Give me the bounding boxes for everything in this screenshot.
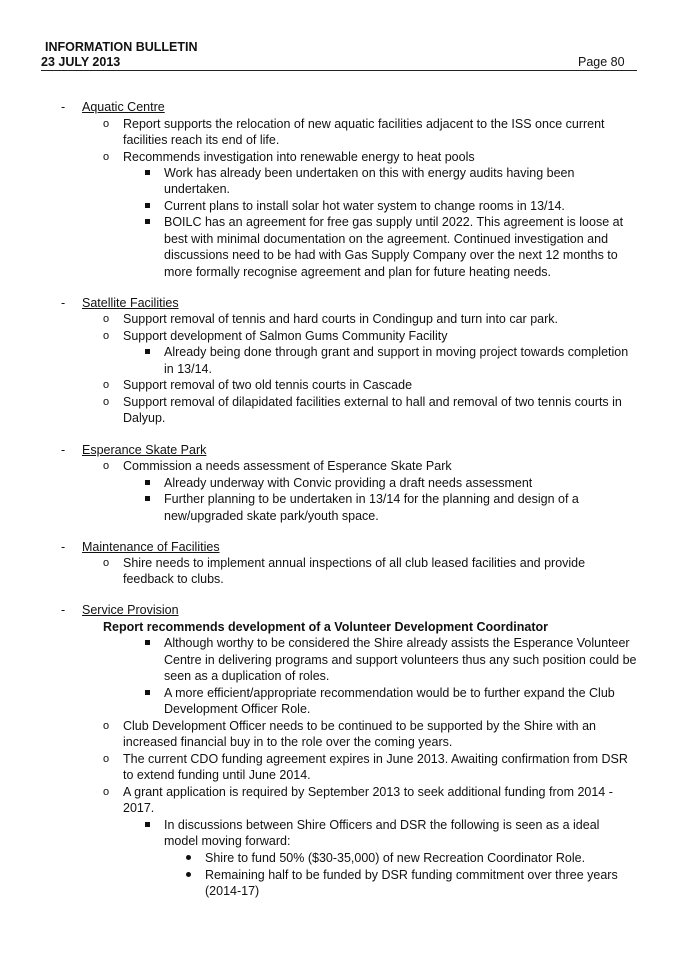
text-line: 2017. [123, 801, 155, 815]
page-number: Page 80 [578, 55, 625, 69]
square-bullet [145, 203, 150, 208]
text-line: model moving forward: [164, 834, 291, 848]
circle-bullet: o [103, 396, 110, 408]
text-line: Already being done through grant and support in moving project towards completion [164, 345, 629, 359]
dash-bullet: - [61, 443, 66, 457]
text-line: Commission a needs assessment of Esperance Skate Park [123, 459, 452, 473]
text-line: A grant application is required by September 2013 to seek additional funding from 2014 - [123, 785, 613, 799]
square-bullet [145, 219, 150, 224]
text-line: In discussions between Shire Officers and DSR the following is seen as a ideal [164, 818, 600, 832]
text-line: Shire to fund 50% ($30-35,000) of new Recreation Coordinator Role. [205, 851, 586, 865]
text-line: Support removal of two old tennis courts in Cascade [123, 378, 413, 392]
section-heading: Service Provision [82, 603, 179, 617]
dash-bullet: - [61, 100, 66, 114]
text-line: BOILC has an agreement for free gas supply until 2022. This agreement is loose at [164, 215, 624, 229]
dash-bullet: - [61, 296, 66, 310]
circle-bullet: o [103, 379, 110, 391]
section-heading: Satellite Facilities [82, 296, 179, 310]
circle-bullet: o [103, 460, 110, 472]
text-line: in 13/14. [164, 362, 212, 376]
text-line: Remaining half to be funded by DSR funding commitment over three years [205, 868, 618, 882]
circle-bullet: o [103, 753, 110, 765]
circle-bullet: o [103, 330, 110, 342]
text-line: facilities reach its end of life. [123, 133, 280, 147]
text-line: Recommends investigation into renewable energy to heat pools [123, 150, 475, 164]
bulletin-title: INFORMATION BULLETIN [45, 40, 198, 54]
circle-bullet: o [103, 720, 110, 732]
text-line: discussions need to be had with Gas Supply Company over the next 12 months to [164, 248, 618, 262]
text-line: feedback to clubs. [123, 572, 224, 586]
section-heading: Aquatic Centre [82, 100, 165, 114]
text-line: Centre in delivering programs and support volunteers thus any such position could be [164, 653, 637, 667]
bold-statement: Report recommends development of a Volunteer Development Coordinator [103, 620, 548, 634]
square-bullet [145, 480, 150, 485]
text-line: Although worthy to be considered the Shire already assists the Esperance Volunteer [164, 636, 630, 650]
section-heading: Esperance Skate Park [82, 443, 207, 457]
circle-bullet: o [103, 151, 110, 163]
square-bullet [145, 690, 150, 695]
text-line: seen as a duplication of roles. [164, 669, 330, 683]
text-line: Dalyup. [123, 411, 166, 425]
text-line: Development Officer Role. [164, 702, 311, 716]
circle-bullet: o [103, 313, 110, 325]
text-line: Already underway with Convic providing a draft needs assessment [164, 476, 533, 490]
text-line: Club Development Officer needs to be continued to be supported by the Shire with an [123, 719, 596, 733]
text-line: Shire needs to implement annual inspections of all club leased facilities and provide [123, 556, 586, 570]
circle-bullet: o [103, 118, 110, 130]
square-bullet [145, 170, 150, 175]
dot-bullet [186, 872, 191, 877]
circle-bullet: o [103, 557, 110, 569]
text-line: Support development of Salmon Gums Community Facility [123, 329, 448, 343]
header-rule [41, 70, 637, 71]
text-line: The current CDO funding agreement expires in June 2013. Awaiting confirmation from DSR [123, 752, 628, 766]
text-line: undertaken. [164, 182, 231, 196]
text-line: Current plans to install solar hot water system to change rooms in 13/14. [164, 199, 565, 213]
text-line: to extend funding until June 2014. [123, 768, 311, 782]
dot-bullet [186, 855, 191, 860]
dash-bullet: - [61, 540, 66, 554]
square-bullet [145, 640, 150, 645]
text-line: Support removal of tennis and hard courts in Condingup and turn into car park. [123, 312, 558, 326]
text-line: Work has already been undertaken on this with energy audits having been [164, 166, 575, 180]
circle-bullet: o [103, 786, 110, 798]
text-line: increased financial buy in to the role over the coming years. [123, 735, 453, 749]
square-bullet [145, 349, 150, 354]
text-line: Further planning to be undertaken in 13/14 for the planning and design of a [164, 492, 579, 506]
text-line: best with minimal documentation on the agreement. Continued investigation and [164, 232, 609, 246]
square-bullet [145, 496, 150, 501]
text-line: new/upgraded skate park/youth space. [164, 509, 379, 523]
section-heading: Maintenance of Facilities [82, 540, 220, 554]
text-line: A more efficient/appropriate recommendation would be to further expand the Club [164, 686, 615, 700]
bulletin-date: 23 JULY 2013 [41, 55, 121, 69]
text-line: more formally recognise agreement and plan for future heating needs. [164, 265, 552, 279]
text-line: Support removal of dilapidated facilities external to hall and removal of two tennis courts in [123, 395, 622, 409]
square-bullet [145, 822, 150, 827]
text-line: Report supports the relocation of new aquatic facilities adjacent to the ISS once current [123, 117, 605, 131]
text-line: (2014-17) [205, 884, 260, 898]
dash-bullet: - [61, 603, 66, 617]
